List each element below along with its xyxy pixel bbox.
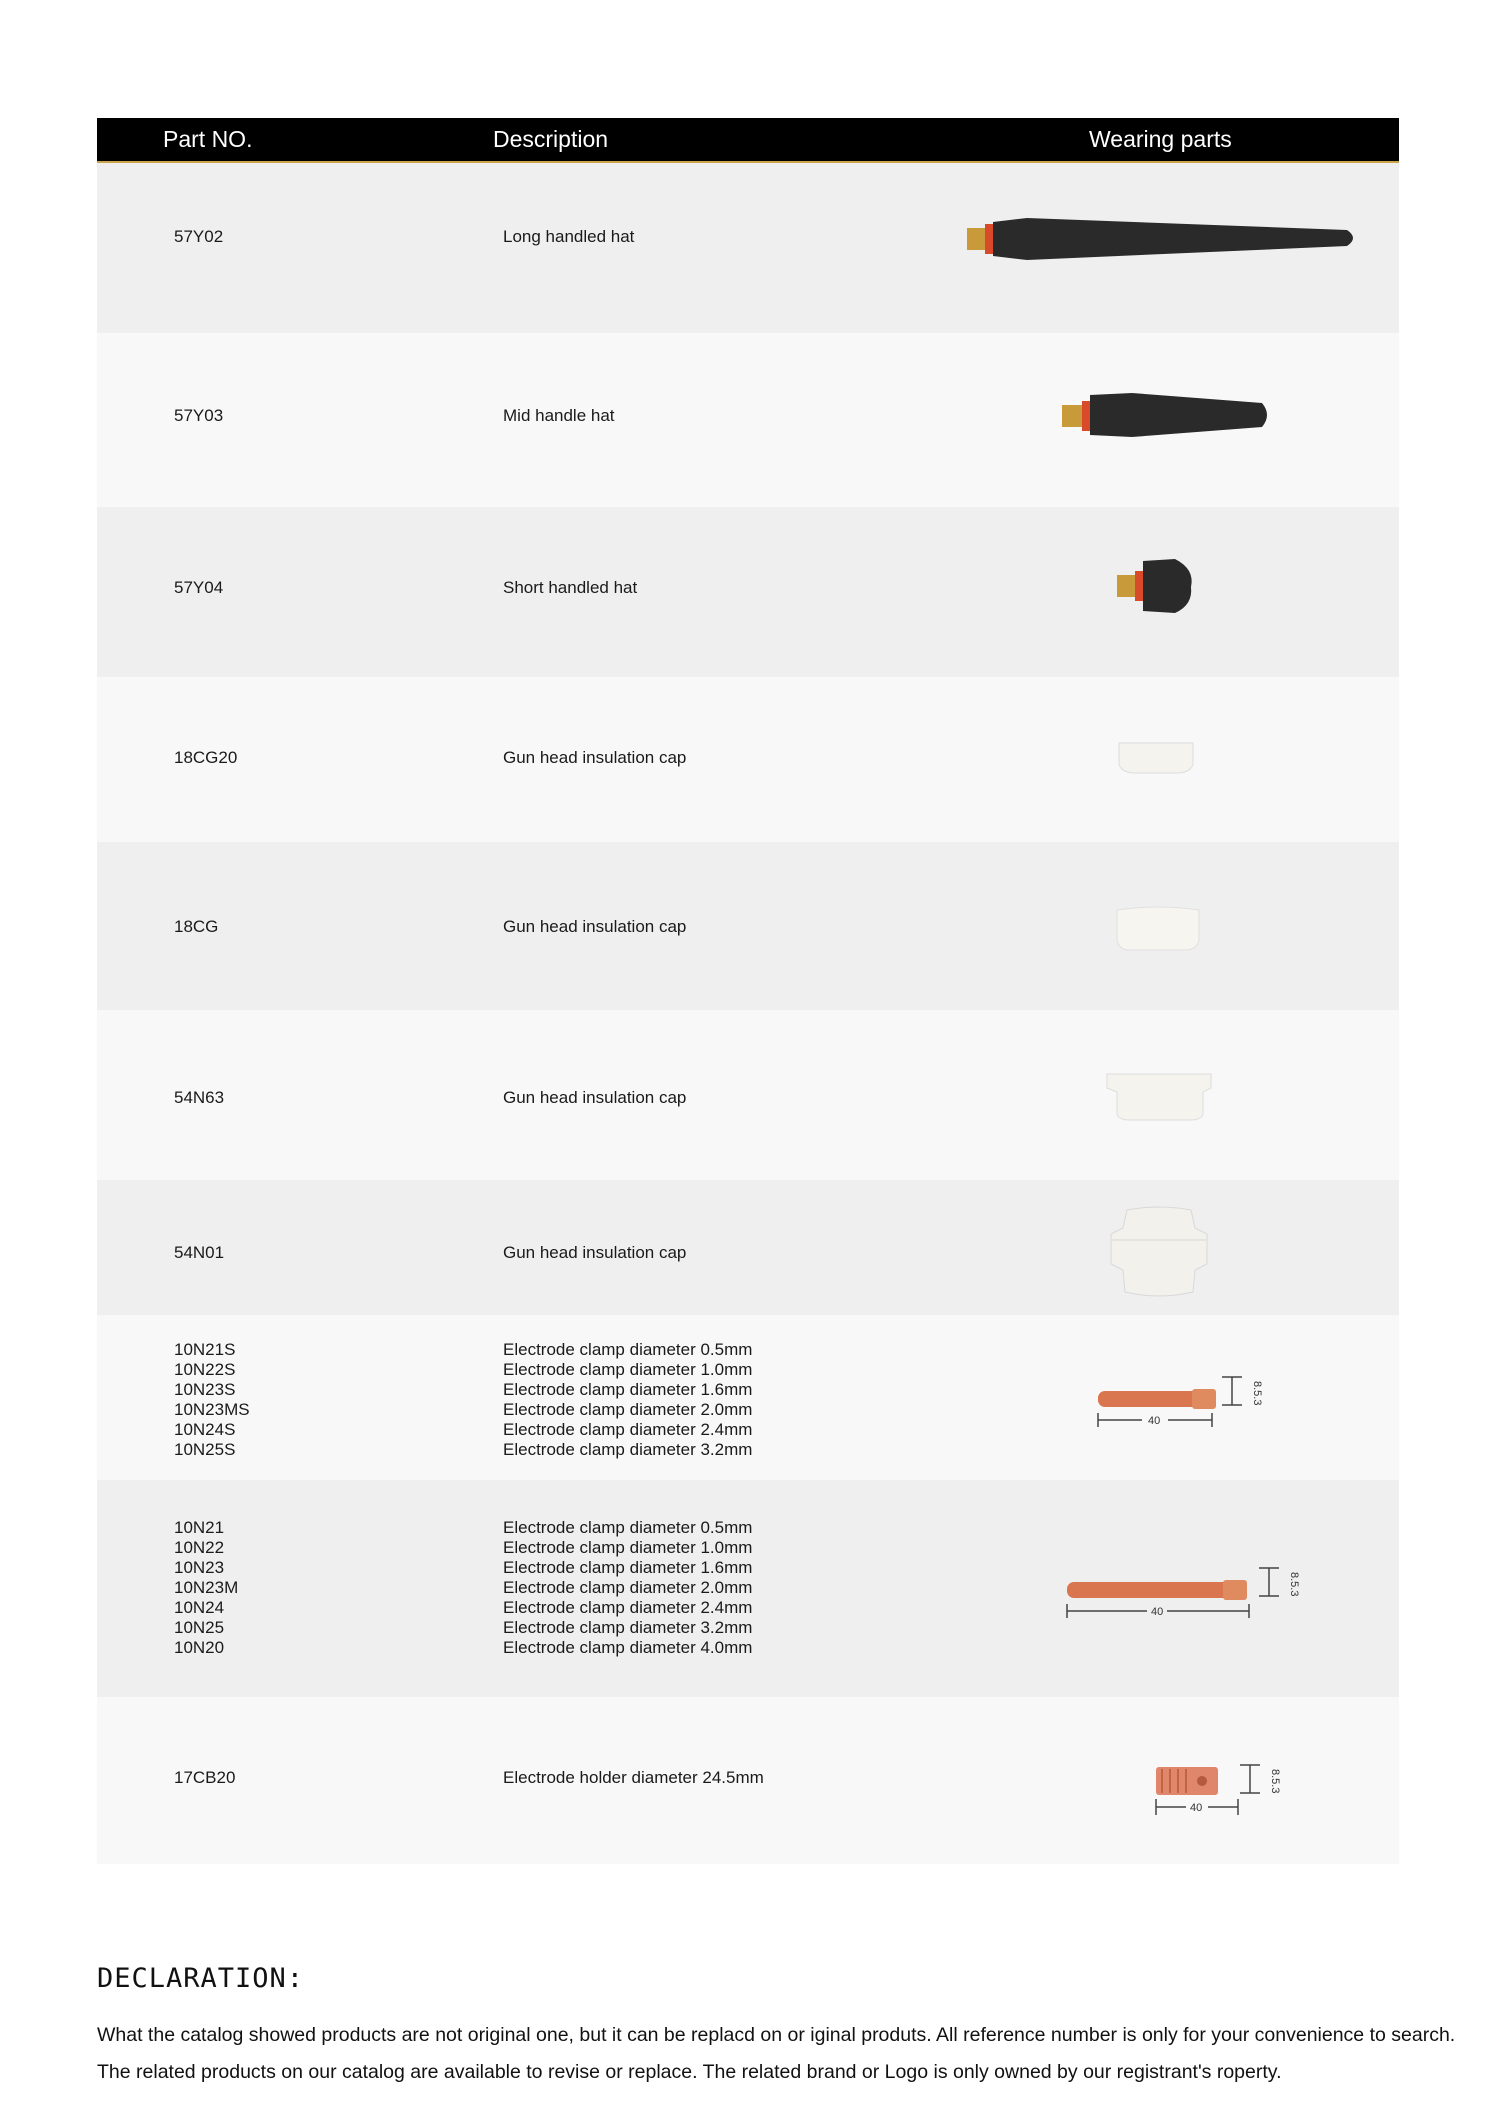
part-number: 10N25 <box>174 1618 225 1637</box>
dimension-length: 40 <box>1151 1606 1164 1618</box>
short-collet-icon <box>1092 1375 1282 1445</box>
table-row <box>97 1010 1399 1180</box>
part-number-list <box>174 1518 238 1658</box>
part-number: 10N24S <box>174 1420 236 1439</box>
part-description: Long handled hat <box>503 227 635 246</box>
table-row <box>97 842 1399 1010</box>
part-number: 10N23M <box>174 1578 239 1597</box>
part-description: Electrode clamp diameter 0.5mm <box>503 1518 753 1537</box>
part-description: Electrode clamp diameter 4.0mm <box>503 1638 753 1657</box>
header-description: Description <box>493 126 609 152</box>
part-description: Electrode clamp diameter 1.6mm <box>503 1380 753 1399</box>
part-description: Electrode clamp diameter 2.0mm <box>503 1578 753 1597</box>
part-number-list <box>174 1340 250 1460</box>
large-stepped-insulator-icon <box>1107 1200 1211 1304</box>
part-number: 10N23S <box>174 1380 236 1399</box>
table-row <box>97 333 1399 507</box>
part-description: Short handled hat <box>503 578 638 597</box>
part-number: 18CG20 <box>174 748 238 767</box>
part-description: Electrode clamp diameter 0.5mm <box>503 1340 753 1359</box>
part-description: Electrode clamp diameter 2.4mm <box>503 1598 753 1617</box>
table-row <box>97 1480 1399 1697</box>
part-number: 10N21 <box>174 1518 225 1537</box>
part-number: 10N25S <box>174 1440 236 1459</box>
parts-table <box>97 118 1399 1864</box>
part-number: 57Y02 <box>174 227 224 246</box>
table-row <box>97 507 1399 677</box>
dimension-diameter: 8.5.3 <box>1269 1769 1281 1794</box>
part-number: 54N01 <box>174 1243 225 1262</box>
part-description: Electrode holder diameter 24.5mm <box>503 1768 764 1787</box>
long-collet-icon <box>1063 1566 1313 1636</box>
part-description-list <box>503 1340 752 1460</box>
part-number: 10N21S <box>174 1340 236 1359</box>
part-description: Electrode clamp diameter 2.0mm <box>503 1400 753 1419</box>
tall-insulator-icon <box>1113 904 1203 952</box>
part-number: 18CG <box>174 917 219 936</box>
header-wearing-parts: Wearing parts <box>1089 126 1232 152</box>
part-description: Gun head insulation cap <box>503 1243 687 1262</box>
part-number: 10N22S <box>174 1360 236 1379</box>
table-row <box>97 1697 1399 1864</box>
part-description-list <box>503 1518 752 1658</box>
part-description: Electrode clamp diameter 3.2mm <box>503 1440 753 1459</box>
part-number: 54N63 <box>174 1088 225 1107</box>
part-number: 10N24 <box>174 1598 225 1617</box>
table-row <box>97 163 1399 333</box>
part-description: Gun head insulation cap <box>503 917 687 936</box>
declaration-line: The related products on our catalog are available to revise or replace. The related brand or Logo is only owned by our registrant's roperty. <box>97 2061 1282 2083</box>
table-header <box>97 118 1399 163</box>
dimension-length: 40 <box>1190 1802 1203 1814</box>
part-number: 17CB20 <box>174 1768 236 1787</box>
part-description: Mid handle hat <box>503 406 615 425</box>
dimension-length: 40 <box>1148 1415 1161 1427</box>
declaration-title: DECLARATION: <box>97 1963 305 1994</box>
stepped-insulator-icon <box>1105 1070 1215 1122</box>
table-row <box>97 1315 1399 1480</box>
collet-body-icon <box>1152 1759 1302 1829</box>
dimension-diameter: 8.5.3 <box>1288 1572 1300 1597</box>
part-number: 57Y04 <box>174 578 224 597</box>
part-description: Electrode clamp diameter 2.4mm <box>503 1420 753 1439</box>
part-number: 10N23MS <box>174 1400 250 1419</box>
part-number: 57Y03 <box>174 406 224 425</box>
part-description: Electrode clamp diameter 3.2mm <box>503 1618 753 1637</box>
long-back-cap-icon <box>967 208 1367 268</box>
flat-insulator-icon <box>1117 741 1197 775</box>
part-description: Electrode clamp diameter 1.0mm <box>503 1538 753 1557</box>
part-description: Electrode clamp diameter 1.6mm <box>503 1558 753 1577</box>
mid-back-cap-icon <box>1062 385 1282 445</box>
table-row <box>97 1180 1399 1315</box>
header-part-no: Part NO. <box>163 126 253 152</box>
table-row <box>97 677 1399 842</box>
part-description: Gun head insulation cap <box>503 1088 687 1107</box>
part-number: 10N20 <box>174 1638 225 1657</box>
dimension-diameter: 8.5.3 <box>1251 1381 1263 1406</box>
part-description: Electrode clamp diameter 1.0mm <box>503 1360 753 1379</box>
part-number: 10N23 <box>174 1558 225 1577</box>
part-description: Gun head insulation cap <box>503 748 687 767</box>
part-number: 10N22 <box>174 1538 225 1557</box>
declaration-line: What the catalog showed products are not original one, but it can be replacd on or iginal produts. All reference number is only for your convenience to search. <box>97 2024 1456 2046</box>
short-back-cap-icon <box>1117 557 1197 617</box>
